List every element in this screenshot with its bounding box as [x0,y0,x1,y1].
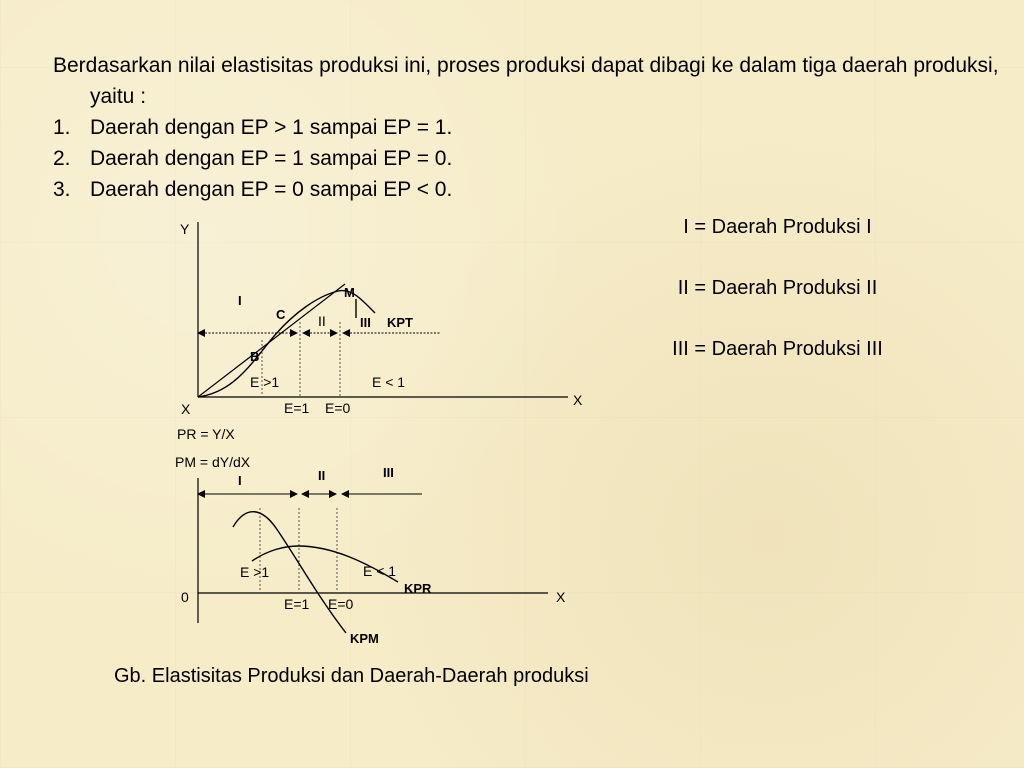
top-origin-x-label: X [181,401,191,417]
top-e1-label: E=1 [284,400,310,416]
top-e0-label: E=0 [325,400,351,416]
bottom-inelastic-label: E < 1 [363,563,397,579]
point-m-label: M [344,285,355,300]
list-number: 2. [53,147,71,170]
bottom-e1-label: E=1 [284,596,310,612]
intro-paragraph: Berdasarkan nilai elastisitas produksi ini, proses produksi dapat dibagi ke dalam tiga daerah produksi, yaitu : [53,54,999,108]
bottom-e0-label: E=0 [328,596,354,612]
top-graph [180,221,583,417]
bottom-elastic-label: E >1 [240,564,270,580]
top-region-3-label: III [360,315,371,330]
pm-formula: PM = dY/dX [175,454,251,470]
figure-caption: Gb. Elastisitas Produksi dan Daerah-Daerah produksi [114,665,589,687]
list-number: 3. [53,178,71,201]
legend-region-1: I = Daerah Produksi I [683,216,872,238]
bottom-region-3-label: III [383,465,394,480]
top-region-2-label: II [318,313,326,329]
top-y-label: Y [180,221,190,237]
kpr-label: KPR [404,581,432,596]
bottom-region-2-label: II [318,468,326,483]
list-text: Daerah dengan EP = 1 sampai EP = 0. [90,147,453,170]
bottom-x-label: X [556,589,566,605]
top-inelastic-label: E < 1 [372,374,406,390]
kpm-label: KPM [350,631,379,646]
bottom-graph [175,426,566,646]
pr-formula: PR = Y/X [177,426,235,442]
list-number: 1. [53,116,71,139]
point-c-label: C [276,307,286,322]
kpt-curve [198,291,375,397]
bottom-region-1-label: I [238,473,242,488]
legend-region-2: II = Daerah Produksi II [677,277,878,299]
top-x-label: X [573,392,583,408]
list-text: Daerah dengan EP > 1 sampai EP = 1. [90,116,453,139]
top-elastic-label: E >1 [250,374,280,390]
list-text: Daerah dengan EP = 0 sampai EP < 0. [90,178,453,201]
top-region-1-label: I [238,293,242,308]
legend-region-3: III = Daerah Produksi III [672,338,883,360]
point-b-label: B [250,349,260,364]
bottom-origin-label: 0 [181,589,189,605]
kpt-label: KPT [387,315,413,330]
